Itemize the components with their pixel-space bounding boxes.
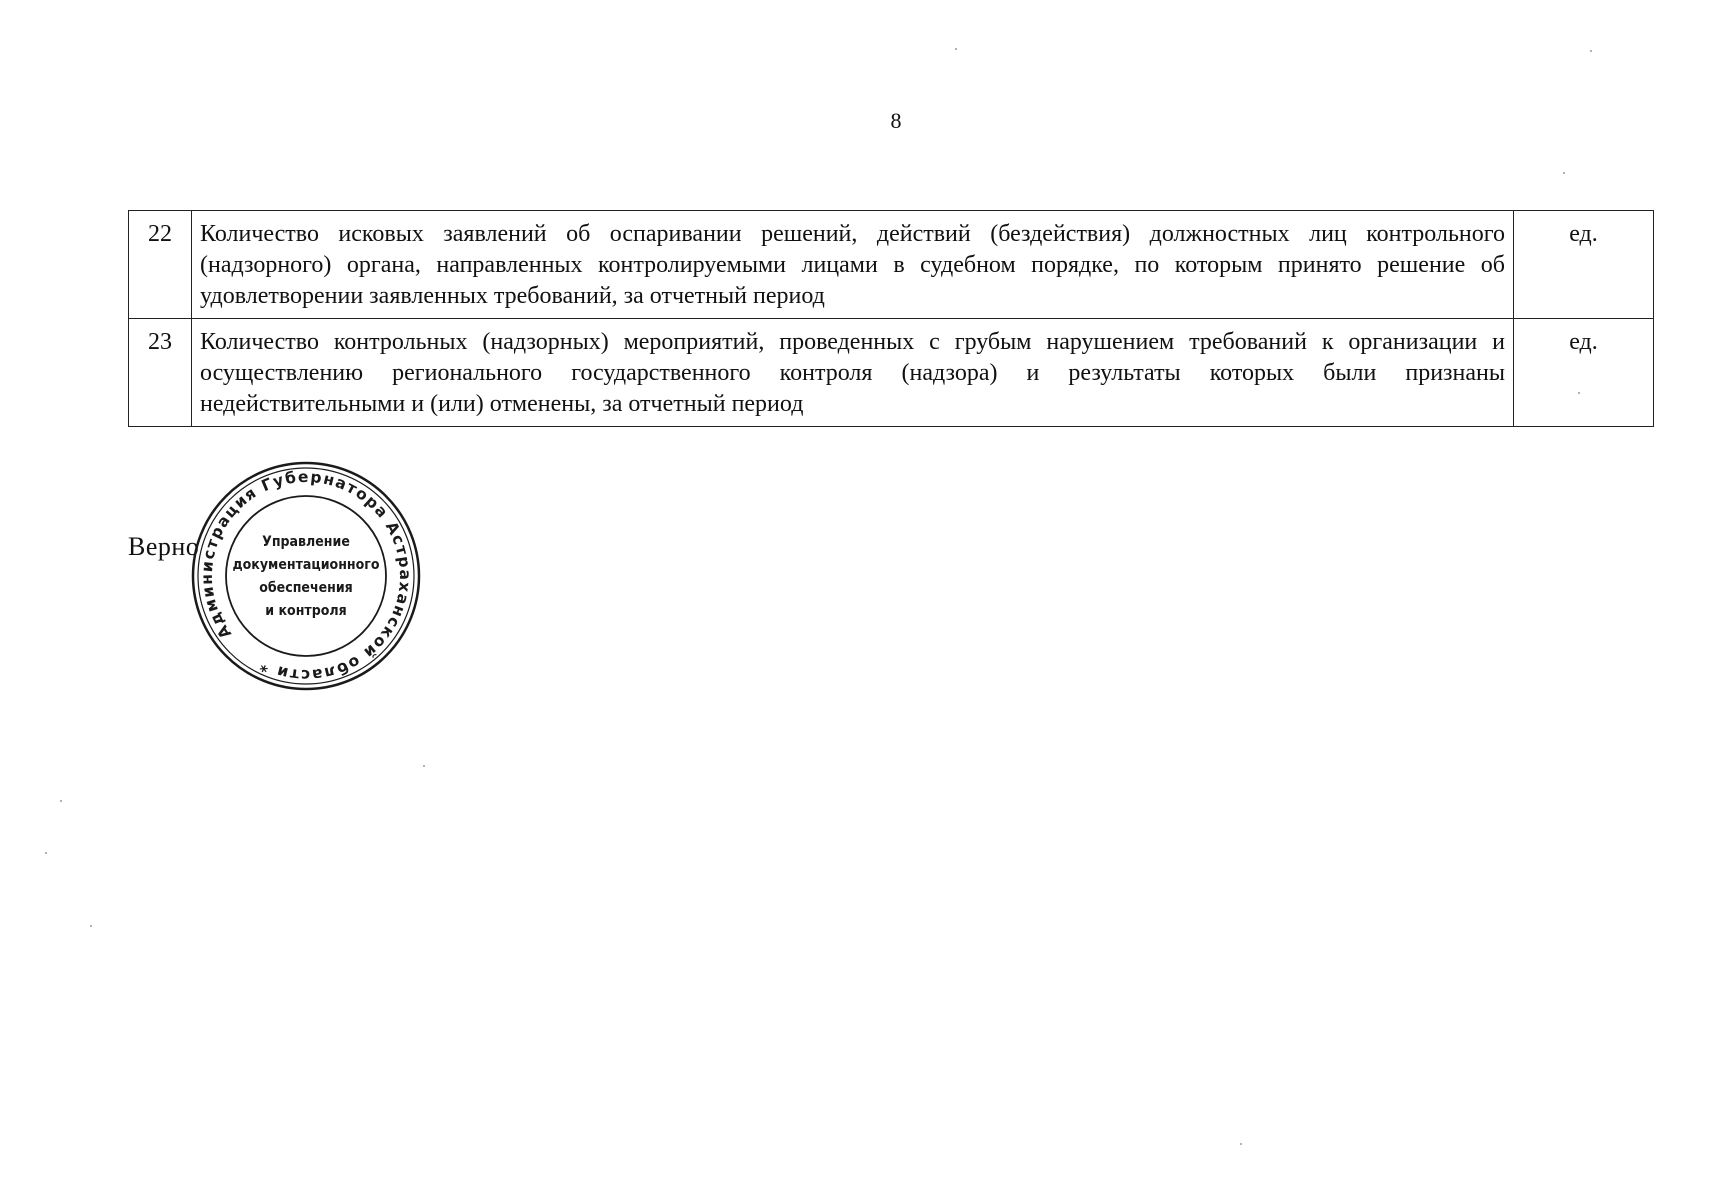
scan-speck — [90, 925, 92, 927]
row-number: 23 — [129, 319, 192, 427]
scan-speck — [955, 48, 957, 50]
certification-label: Верно — [128, 532, 200, 561]
scan-speck — [1563, 172, 1565, 174]
page-number: 8 — [890, 108, 902, 133]
official-seal — [190, 460, 422, 692]
row-unit: ед. — [1514, 319, 1654, 427]
scan-speck — [45, 852, 47, 854]
row-number: 22 — [129, 211, 192, 319]
table-row — [129, 211, 1654, 319]
seal-ring-text: Администрация Губернатора Астраханской области * — [197, 467, 415, 685]
scan-speck — [1240, 1143, 1242, 1145]
indicators-table — [128, 210, 1654, 427]
seal-center-line: и контроля — [265, 603, 347, 619]
row-unit: ед. — [1514, 211, 1654, 319]
row-description: Количество исковых заявлений об оспаривании решений, действий (бездействия) должностных лиц контрольного (надзорного) органа, направленных контролируемыми лицами в судебном порядке, по которым принято решение об удовлетворении заявленных требований, за отчетный период — [192, 211, 1514, 319]
row-description: Количество контрольных (надзорных) мероприятий, проведенных с грубым нарушением требований к организации и осуществлению регионального государственного контроля (надзора) и результаты которых были признаны недействительными и (или) отменены, за отчетный период — [192, 319, 1514, 427]
scan-speck — [1578, 392, 1580, 394]
scan-speck — [423, 765, 425, 767]
seal-center-line: Управление — [262, 534, 350, 550]
seal-center-line: документационного — [232, 557, 380, 573]
seal-center-line: обеспечения — [259, 580, 353, 596]
table-row — [129, 319, 1654, 427]
scan-speck — [60, 800, 62, 802]
scan-speck — [1590, 50, 1592, 52]
